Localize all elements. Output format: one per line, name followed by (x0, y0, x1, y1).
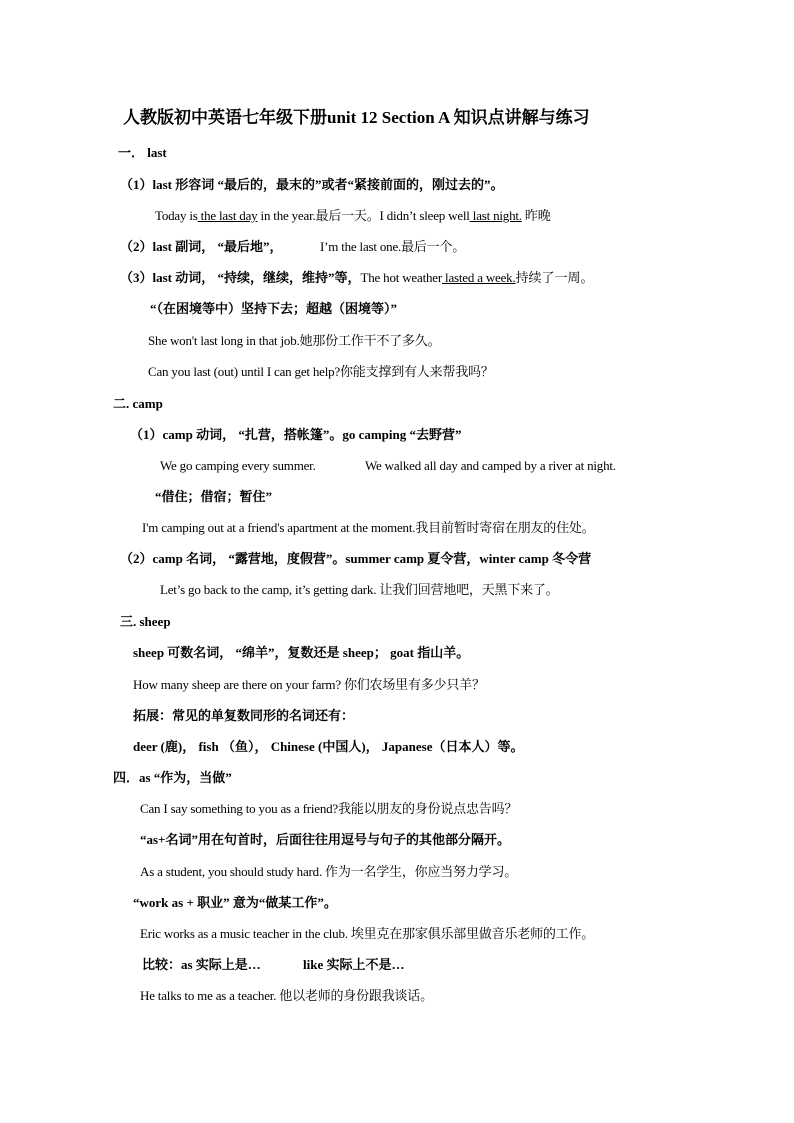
text-line: 拓展：常见的单复数同形的名词还有： (133, 708, 355, 723)
underlined-text: the last day (197, 208, 258, 223)
example-line: He talks to me as a teacher. 他以老师的身份跟我谈话。 (140, 988, 433, 1003)
text-run: 持续了一周。 (515, 270, 594, 285)
text-run: （3）last 动词， “持续，继续，维持”等， (120, 270, 361, 285)
underlined-text: lasted a week. (441, 270, 516, 285)
example-line: I’m the last one.最后一个。 (320, 239, 466, 254)
text-line: deer (鹿)， fish （鱼）， Chinese (中国人)， Japanese（日本人）等。 (133, 739, 524, 754)
text-line: 比较：as 实际上是… (142, 957, 261, 972)
text-run: 昨晚 (521, 208, 551, 223)
text-line: sheep 可数名词， “绵羊”，复数还是 sheep； goat 指山羊。 (133, 645, 470, 660)
text-line: “借住；借宿；暂住” (155, 489, 273, 504)
example-line: Can you last (out) until I can get help?你能支撑到有人来帮我吗？ (148, 364, 494, 379)
example-line: She won't last long in that job.她那份工作干不了多久。 (148, 333, 441, 348)
example-line: Let’s go back to the camp, it’s getting dark. 让我们回营地吧，天黑下来了。 (160, 582, 559, 597)
example-line: I'm camping out at a friend's apartment at the moment.我目前暂时寄宿在朋友的住处。 (142, 520, 595, 535)
example-line: How many sheep are there on your farm? 你们农场里有多少只羊？ (133, 677, 485, 692)
text-line: “as+名词”用在句首时，后面往往用逗号与句子的其他部分隔开。 (140, 832, 510, 847)
section-heading: 二. camp (113, 396, 163, 411)
text-line: （2）camp 名词， “露营地，度假营”。summer camp 夏令营，winter camp 冬令营 (120, 551, 592, 566)
text-line: “work as + 职业” 意为“做某工作”。 (133, 895, 337, 910)
underlined-text: last night. (469, 208, 522, 223)
example-line: Eric works as a music teacher in the club. 埃里克在那家俱乐部里做音乐老师的工作。 (140, 926, 595, 941)
example-line: As a student, you should study hard. 作为一名学生，你应当努力学习。 (140, 864, 518, 879)
section-heading: 四．as “作为，当做” (113, 770, 232, 785)
text-run: in the year.最后一天。I didn’t sleep well (257, 208, 470, 223)
text-line: “（在困境等中）坚持下去；超越（困境等）” (150, 301, 398, 316)
section-heading: 一． last (118, 145, 167, 160)
text-line: （1）camp 动词， “扎营，搭帐篷”。go camping “去野营” (130, 427, 462, 442)
example-line (155, 207, 551, 225)
example-line: Can I say something to you as a friend?我能以朋友的身份说点忠告吗？ (140, 801, 518, 816)
text-run: Today is (155, 208, 198, 223)
example-line: We go camping every summer. (160, 458, 316, 473)
page-title: 人教版初中英语七年级下册unit 12 Section A 知识点讲解与练习 (123, 108, 590, 127)
text-line: （1）last 形容词 “最后的，最末的”或者“紧接前面的，刚过去的”。 (120, 177, 504, 192)
example-line (120, 269, 594, 287)
text-run: The hot weather (360, 270, 442, 285)
example-line: We walked all day and camped by a river at night. (365, 458, 616, 473)
section-heading: 三. sheep (120, 614, 171, 629)
text-line: （2）last 副词， “最后地”， (120, 239, 283, 254)
text-line: like 实际上不是… (303, 957, 405, 972)
